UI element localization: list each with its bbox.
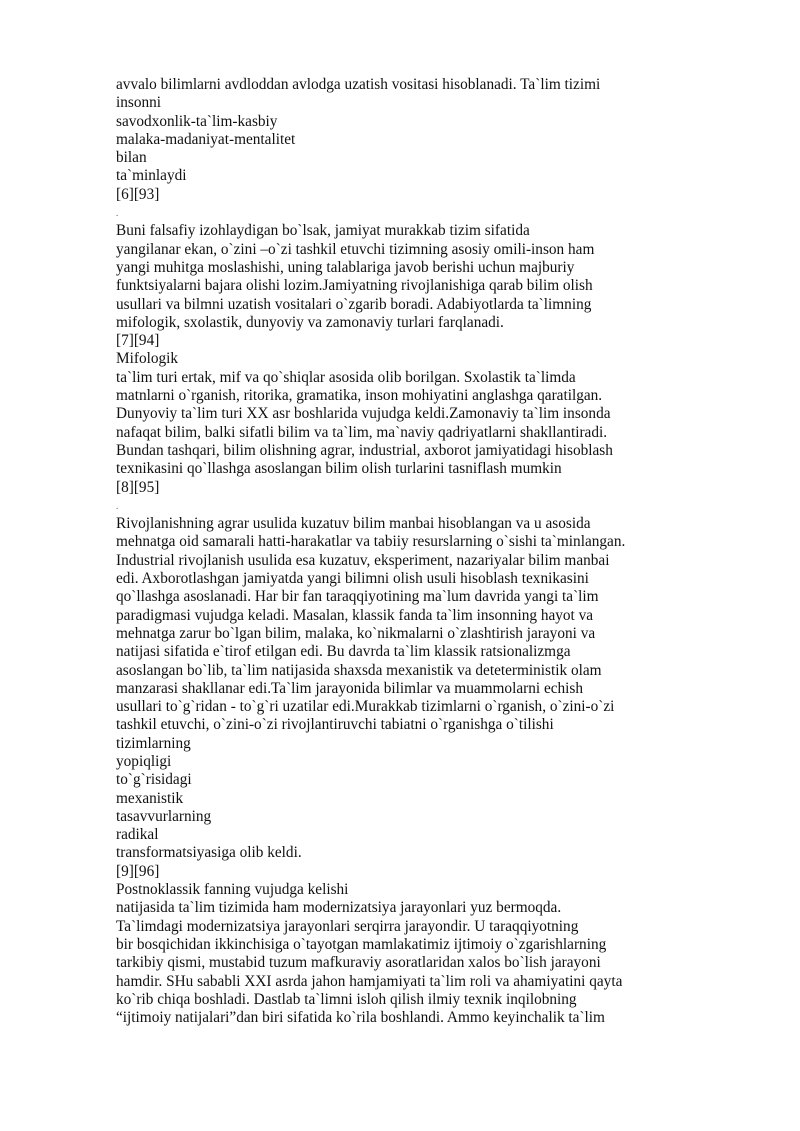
citation: [7][94]: [116, 332, 160, 350]
text-line: usullari to`g`ridan - to`g`ri uzatilar edi.Murakkab tizimlarni o`rganish, o`zini-o`zi: [116, 698, 615, 716]
text-line: mexanistik: [116, 789, 184, 807]
text-line: tarkibiy qismi, mustabid tuzum mafkuraviy asoratlaridan xalos bo`lish jarayoni: [116, 954, 601, 972]
text-line: tashkil etuvchi, o`zini-o`zi rivojlantiruvchi tabiatni o`rganishga o`tilishi: [116, 716, 554, 734]
separator-dot: .: [116, 208, 119, 219]
citation: [8][95]: [116, 478, 160, 496]
text-line: Ta`limdagi modernizatsiya jarayonlari serqirra jarayondir. U taraqqiyotning: [116, 917, 579, 935]
text-line: tasavvurlarning: [116, 807, 212, 825]
text-line: yopiqligi: [116, 752, 172, 770]
text-line: yangilanar ekan, o`zini –o`zi tashkil etuvchi tizimning asosiy omili-inson ham: [116, 240, 595, 258]
text-line: edi. Axborotlashgan jamiyatda yangi bilimni olish usuli hisoblash texnikasini: [116, 570, 589, 588]
text-line: tizimlarning: [116, 734, 191, 752]
text-line: Buni falsafiy izohlaydigan bo`lsak, jamiyat murakkab tizim sifatida: [116, 222, 530, 240]
text-line: bir bosqichidan ikkinchisiga o`tayotgan mamlakatimiz ijtimoiy o`zgarishlarning: [116, 935, 607, 953]
document-page: [116, 76, 696, 1027]
text-line: texnikasini qo`llashga asoslangan bilim olish turlarini tasniflash mumkin: [116, 460, 562, 478]
text-line: mehnatga zarur bo`lgan bilim, malaka, ko`nikmalarni o`zlashtirish jarayoni va: [116, 624, 596, 642]
text-line: bilan: [116, 149, 147, 167]
text-line: ta`lim turi ertak, mif va qo`shiqlar asosida olib borilgan. Sxolastik ta`limda: [116, 368, 576, 386]
text-line: to`g`risidagi: [116, 771, 192, 789]
text-line: hamdir. SHu sababli XXI asrda jahon hamjamiyati ta`lim roli va ahamiyatini qayta: [116, 972, 623, 990]
text-line: funktsiyalarni bajara olishi lozim.Jamiyatning rivojlanishiga qarab bilim olish: [116, 277, 593, 295]
text-line: matnlarni o`rganish, ritorika, gramatika, inson mohiyatini anglashga qaratilgan.: [116, 387, 603, 405]
text-line: Postnoklassik fanning vujudga kelishi: [116, 881, 349, 899]
text-line: usullari va bilmni uzatish vositalari o`zgarib boradi. Adabiyotlarda ta`limning: [116, 295, 592, 313]
text-line: radikal: [116, 826, 159, 844]
text-line: malaka-madaniyat-mentalitet: [116, 130, 296, 148]
text-line: mifologik, sxolastik, dunyoviy va zamonaviy turlari farqlanadi.: [116, 313, 504, 331]
text-line: insonni: [116, 94, 162, 112]
text-line: yangi muhitga moslashishi, uning talablariga javob berishi uchun majburiy: [116, 258, 575, 276]
text-line: Dunyoviy ta`lim turi XX asr boshlarida vujudga keldi.Zamonaviy ta`lim insonda: [116, 405, 611, 423]
text-line: manzarasi shakllanar edi.Ta`lim jarayonida bilimlar va muammolarni echish: [116, 679, 584, 697]
text-line: qo`llashga asoslanadi. Har bir fan taraqqiyotining ma`lum davrida yangi ta`lim: [116, 588, 599, 606]
text-line: natijasi sifatida e`tirof etilgan edi. Bu davrda ta`lim klassik ratsionalizmga: [116, 643, 571, 661]
text-line: Industrial rivojlanish usulida esa kuzatuv, eksperiment, nazariyalar bilim manbai: [116, 551, 610, 569]
text-line: Bundan tashqari, bilim olishning agrar, industrial, axborot jamiyatidagi hisoblash: [116, 441, 613, 459]
text-line: Rivojlanishning agrar usulida kuzatuv bilim manbai hisoblangan va u asosida: [116, 515, 591, 533]
text-line: transformatsiyasiga olib keldi.: [116, 844, 302, 862]
text-line: ta`minlaydi: [116, 167, 187, 185]
text-line: mehnatga oid samarali hatti-harakatlar va tabiiy resurslarning o`sishi ta`minlangan.: [116, 533, 626, 551]
text-line: savodxonlik-ta`lim-kasbiy: [116, 112, 278, 130]
citation: [9][96]: [116, 862, 160, 880]
separator-dot: .: [116, 500, 119, 511]
text-line: “ijtimoiy natijalari”dan biri sifatida ko`rila boshlandi. Ammo keyinchalik ta`lim: [116, 1009, 605, 1027]
text-line: paradigmasi vujudga keladi. Masalan, klassik fanda ta`lim insonning hayot va: [116, 606, 594, 624]
text-line: nafaqat bilim, balki sifatli bilim va ta`lim, ma`naviy qadriyatlarni shakllantiradi.: [116, 423, 608, 441]
text-line: asoslangan bo`lib, ta`lim natijasida shaxsda mexanistik va deteterministik olam: [116, 661, 602, 679]
text-line: natijasida ta`lim tizimida ham modernizatsiya jarayonlari yuz bermoqda.: [116, 899, 562, 917]
text-line: Mifologik: [116, 350, 179, 368]
text-line: avvalo bilimlarni avdloddan avlodga uzatish vositasi hisoblanadi. Ta`lim tizimi: [116, 76, 601, 93]
citation: [6][93]: [116, 185, 160, 203]
text-line: ko`rib chiqa boshladi. Dastlab ta`limni isloh qilish ilmiy texnik inqilobning: [116, 990, 577, 1008]
